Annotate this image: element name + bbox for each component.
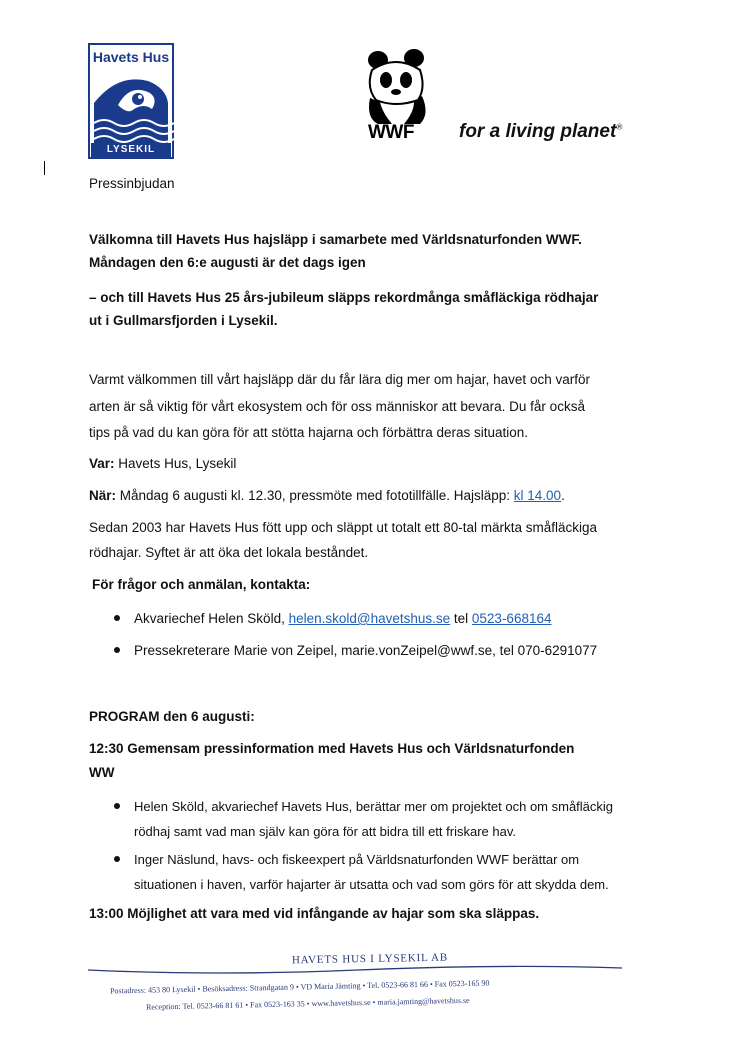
bullet-dot [114,803,120,809]
wwf-tagline [459,121,622,143]
headline-3b: ut i Gullmarsfjorden i Lysekil. [89,313,278,328]
footer-contact: Reception: Tel. 0523-66 81 61 • Fax 0523-163 35 • www.havetshus.se • maria.jamting@havetshus.se [145,995,470,1012]
history-line-2: rödhajar. Syftet är att öka det lokala beståndet. [89,545,369,560]
havets-hus-logo [88,43,174,159]
contact-heading: För frågor och anmälan, kontakta: [92,577,311,592]
wwf-text: WWF [368,122,414,143]
program-bullet-2-line-1: Inger Näslund, havs- och fiskeexpert på Världsnaturfonden WWF berättar om [134,852,580,867]
headline-2: Måndagen den 6:e augusti är det dags igen [89,255,366,270]
footer-company: HAVETS HUS I LYSEKIL AB [291,951,449,967]
program-heading: PROGRAM den 6 augusti: [89,709,255,724]
program-item-2: 13:00 Möjlighet att vara med vid infångande av hajar som ska släppas. [89,906,540,921]
release-time-link[interactable]: kl 14.00 [513,488,562,503]
bullet-dot [114,647,120,653]
headline-3a: – och till Havets Hus 25 års-jubileum släpps rekordmånga småfläckiga rödhajar [89,290,599,305]
when-line [89,484,565,507]
headline-1: Välkomna till Havets Hus hajsläpp i samarbete med Världsnaturfonden WWF. [89,232,582,247]
when-value: Måndag 6 augusti kl. 12.30, pressmöte med fototillfälle. Hajsläpp: [119,488,510,503]
bullet-dot [114,615,120,621]
helen-email-link[interactable]: helen.skold@havetshus.se [288,611,451,626]
contact-1-prefix: Akvariechef Helen Sköld, [134,611,289,626]
contact-1-mid: tel [450,611,472,626]
program-bullet-2 [134,847,609,897]
where-label: Var: [89,456,115,471]
havets-hus-logo-subtitle: LYSEKIL [106,144,156,155]
contact-item-2: Pressekreterare Marie von Zeipel, marie.vonZeipel@wwf.se, tel 070-6291077 [134,643,598,658]
program-bullet-1-line-1: Helen Sköld, akvariechef Havets Hus, berättar mer om projektet och om småfläckig [134,799,614,814]
program-item-1a: 12:30 Gemensam pressinformation med Havets Hus och Världsnaturfonden [89,741,575,756]
history-line-1: Sedan 2003 har Havets Hus fött upp och släppt ut totalt ett 80-tal märkta småfläckiga [89,520,598,535]
registered-mark: ® [616,122,623,132]
havets-hus-logo-title: Havets Hus [92,49,170,65]
where-line [89,452,236,475]
when-end: . [561,488,565,503]
panda-icon [362,48,432,126]
intro-line-3: tips på vad du kan göra för att stötta hajarna och förbättra deras situation. [89,425,529,440]
footer-address: Postadress: 453 80 Lysekil • Besöksadress: Strandgatan 9 • VD Maria Jämting • Tel. 0523-66 81 66 • Fax 0523-165 90 [109,978,490,996]
when-label: När: [89,488,117,503]
program-item-1b: WW [89,765,115,780]
where-value: Havets Hus, Lysekil [118,456,237,471]
wwf-tagline-text: for a living planet [459,121,617,142]
intro-line-2: arten är så viktig för vårt ekosystem och för oss människor att bevara. Du får också [89,399,585,414]
program-bullet-1-line-2: rödhaj samt vad man själv kan göra för att bidra till ett friskare hav. [134,824,516,839]
program-bullet-2-line-2: situationen i haven, varför hajarter är utsatta och vad som görs för att skydda dem. [134,877,609,892]
wwf-logo [362,48,442,148]
document-label: Pressinbjudan [89,176,175,191]
intro-line-1: Varmt välkommen till vårt hajsläpp där du får lära dig mer om hajar, havet och varför [89,372,590,387]
contact-item-1 [134,607,551,630]
helen-phone-link[interactable]: 0523-668164 [471,611,552,626]
program-bullet-1 [134,794,613,844]
bullet-dot [114,856,120,862]
text-cursor [44,161,45,175]
